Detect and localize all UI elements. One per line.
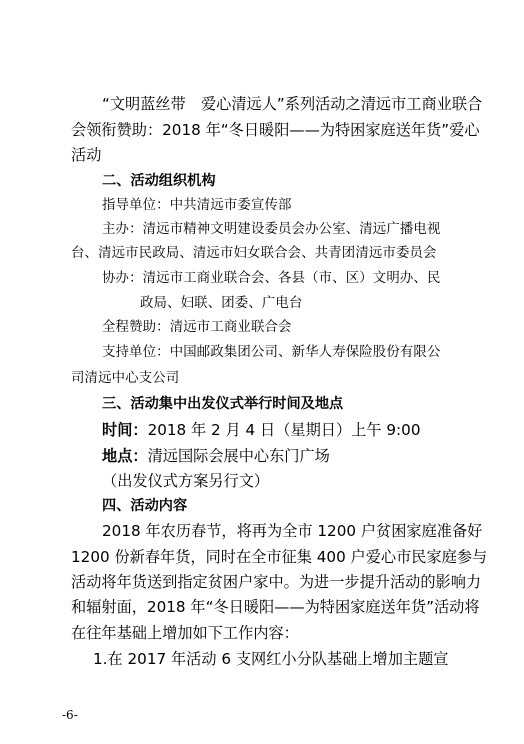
assist-line-2: 政局、妇联、团委、广电台 — [140, 296, 303, 311]
guide-unit-line: 指导单位：中共清远市委宣传部 — [102, 198, 292, 213]
place-label: 地点： — [102, 447, 148, 465]
paragraph-line: 和辐射面，2018 年“冬日暖阳——为特困家庭送年货”活动将 — [71, 598, 480, 616]
section-2-heading: 二、活动组织机构 — [102, 173, 216, 189]
paragraph-line: 1200 份新春年货，同时在全市征集 400 户爱心市民家庭参与 — [71, 548, 488, 566]
support-line-2: 司清远中心支公司 — [71, 371, 180, 386]
section-3-heading: 三、活动集中出发仪式举行时间及地点 — [102, 396, 344, 412]
sponsor-line: 全程赞助：清远市工商业联合会 — [102, 320, 292, 335]
page-number: -6- — [62, 708, 78, 722]
title-line-2: 会领衔赞助：2018 年“冬日暖阳——为特困家庭送年货”爱心 — [71, 121, 480, 139]
place-line — [102, 449, 330, 464]
title-line-3: 活动 — [71, 146, 102, 164]
assist-line-1: 协办：清远市工商业联合会、各县（市、区）文明办、民 — [102, 271, 441, 286]
host-line-1: 主办：清远市精神文明建设委员会办公室、清远广播电视 — [102, 222, 441, 237]
host-line-2: 台、清远市民政局、清远市妇女联合会、共青团清远市委员会 — [71, 246, 437, 261]
time-label: 时间： — [102, 421, 148, 439]
place-value: 清远国际会展中心东门广场 — [147, 447, 330, 465]
title-line-1: “文明蓝丝带 爱心清远人”系列活动之清远市工商业联合 — [102, 95, 483, 113]
support-line-1: 支持单位：中国邮政集团公司、新华人寿保险股份有限公 — [102, 345, 441, 360]
time-line — [102, 423, 421, 438]
paragraph-line: 2018 年农历春节，将再为全市 1200 户贫困家庭准备好 — [102, 522, 483, 540]
content-item-1: 1.在 2017 年活动 6 支网红小分队基础上增加主题宣 — [93, 650, 449, 668]
section-4-heading: 四、活动内容 — [102, 498, 188, 514]
paragraph-line: 活动将年货送到指定贫困户家中。为进一步提升活动的影响力 — [71, 573, 482, 591]
ceremony-note: （出发仪式方案另行文） — [102, 472, 270, 490]
time-value: 2018 年 2 月 4 日（星期日）上午 9:00 — [147, 421, 421, 439]
paragraph-line: 在往年基础上增加如下工作内容： — [71, 624, 299, 642]
